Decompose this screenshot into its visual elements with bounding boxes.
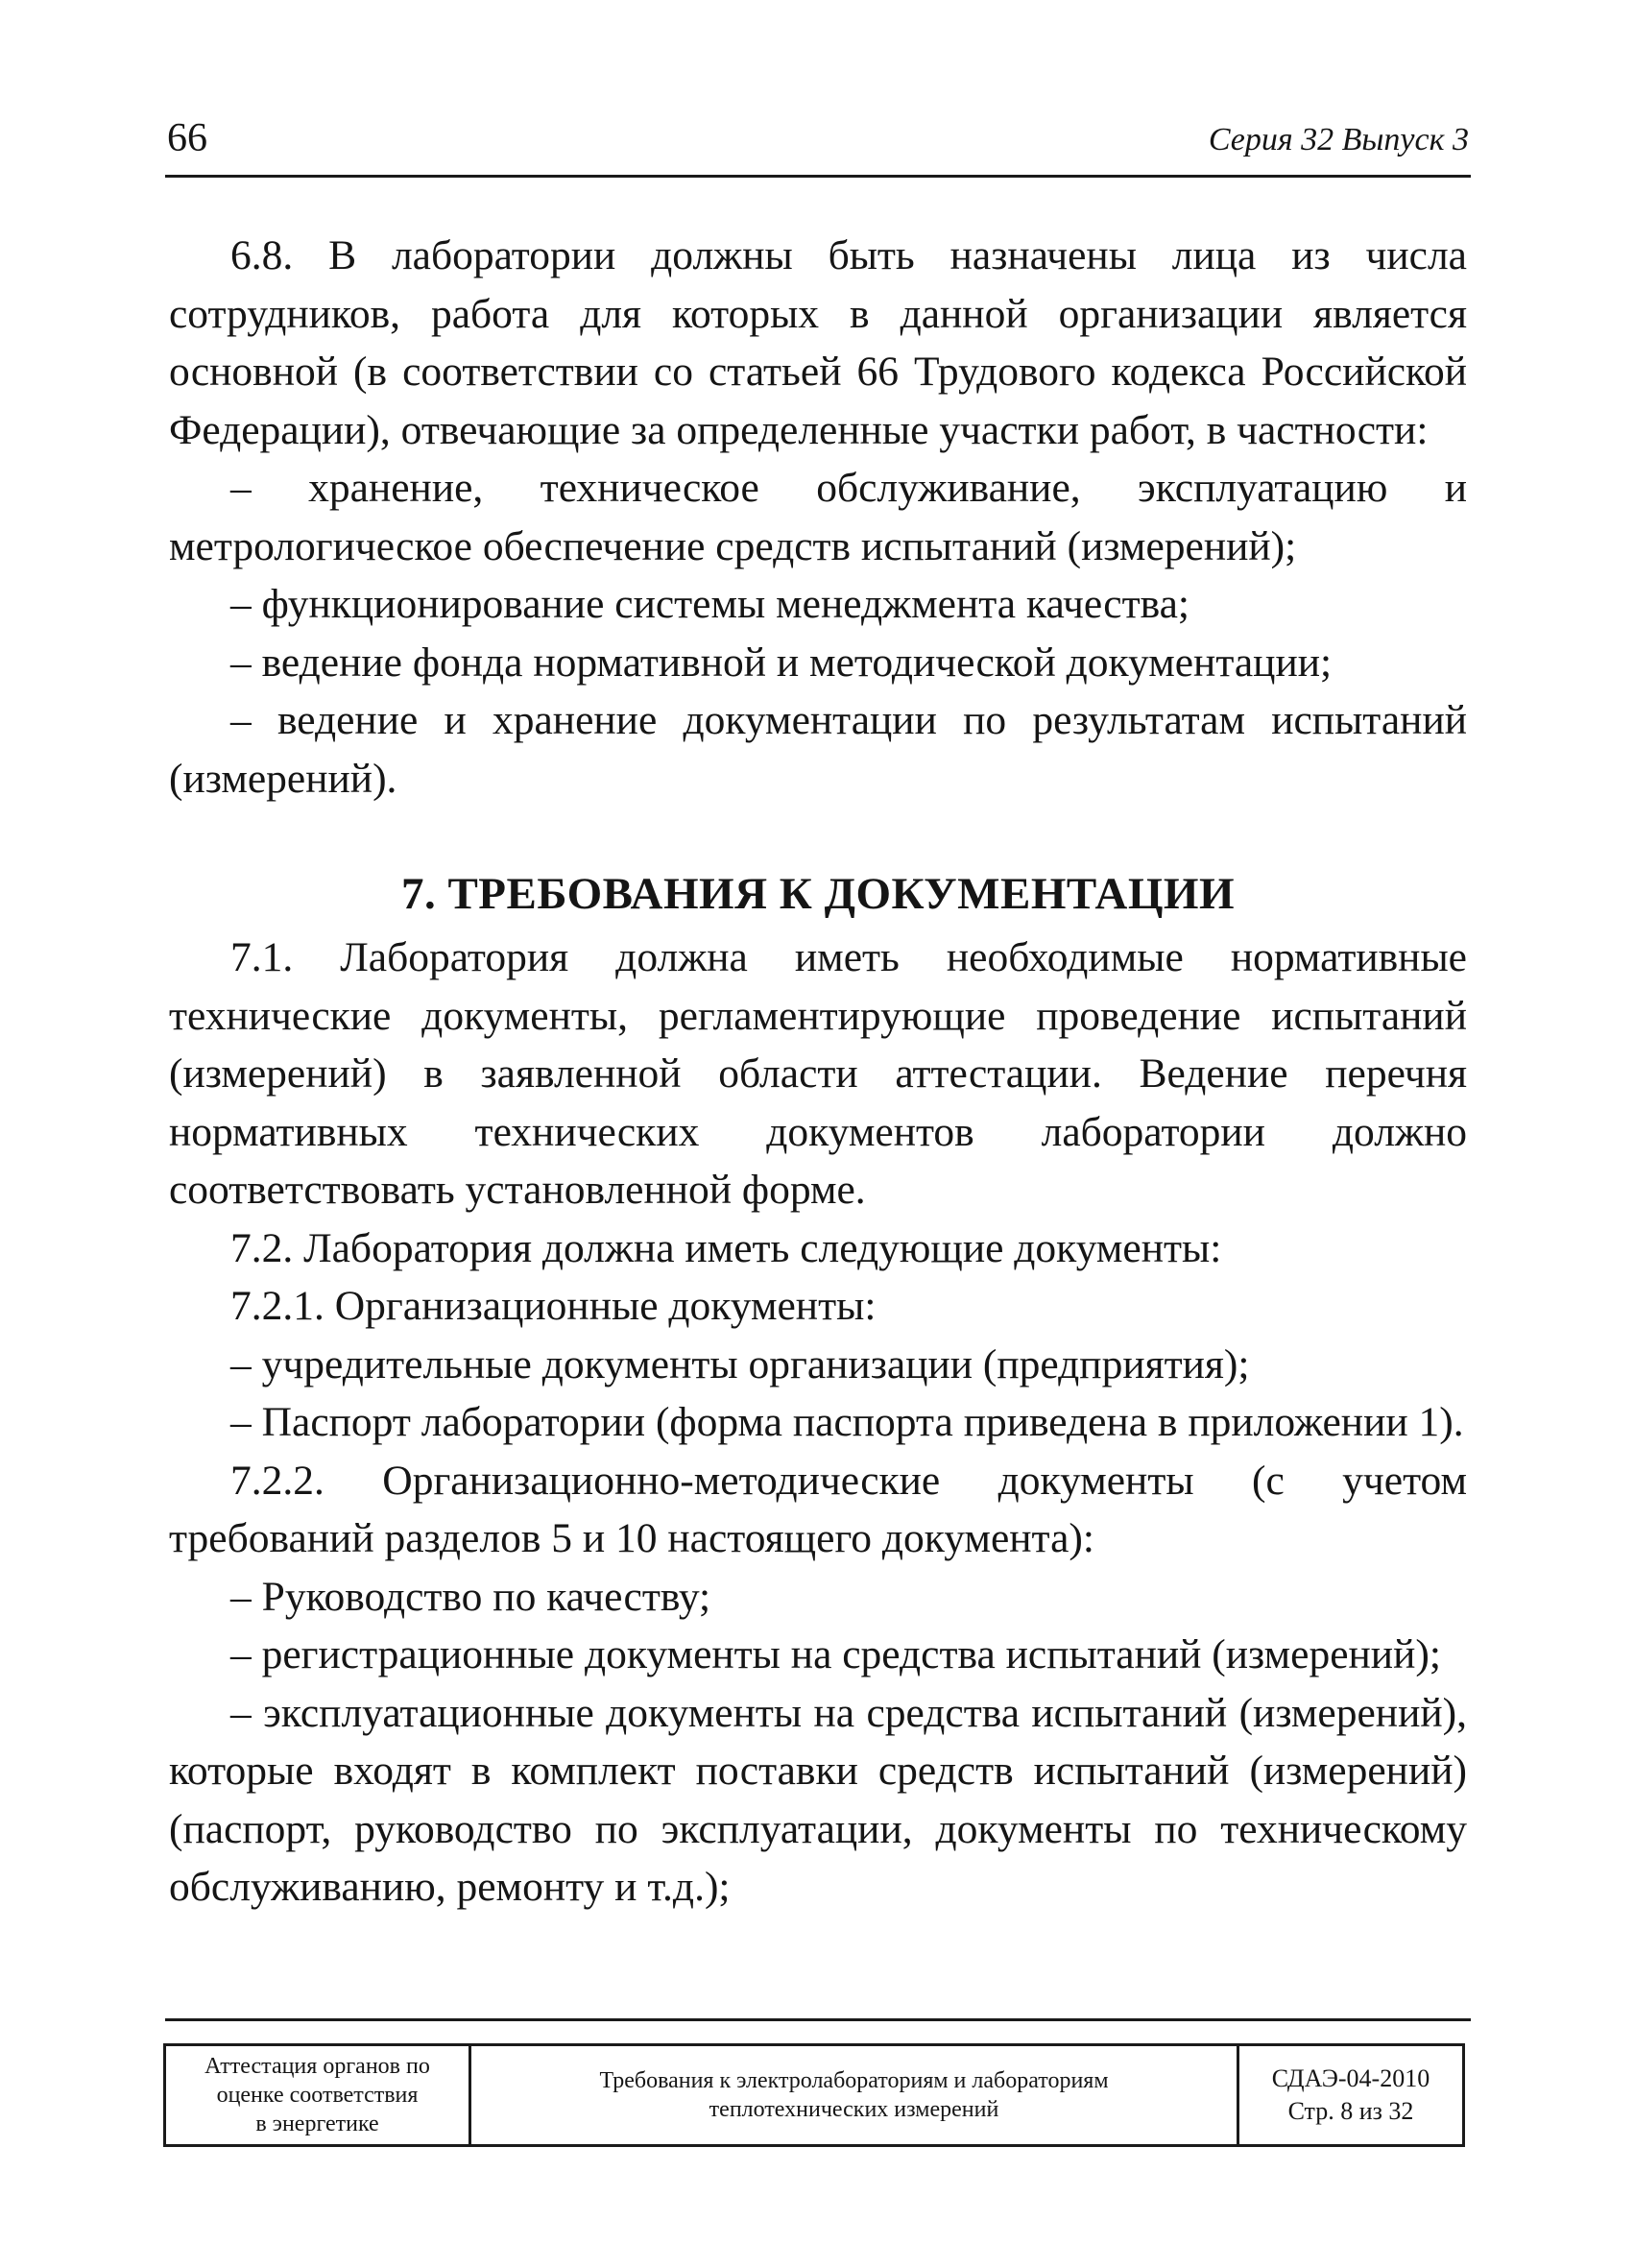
list-item: – учредительные документы организации (предприятия); — [230, 1340, 1250, 1387]
footer-stamp-table — [163, 2043, 1465, 2147]
list-item: – хранение, техническое обслуживание, эксплуатацию и метрологическое обеспечение средств испытаний (измерений); — [169, 465, 1467, 569]
paragraph-7-1: 7.1. Лаборатория должна иметь необходимые нормативные технические документы, регламентирующие проведение испытаний (измерений) в заявленной области аттестации. Ведение перечня нормативных технических документов лаборатории должно соответствовать установленной форме. — [169, 934, 1467, 1213]
page-reference: Стр. 8 из 32 — [1287, 2097, 1414, 2125]
footer-title-cell — [471, 2046, 1239, 2144]
page-number: 66 — [167, 116, 207, 160]
footer-title-line: Требования к электролабораториям и лабораториям — [599, 2068, 1109, 2093]
footer-org-cell — [166, 2046, 471, 2144]
document-code: СДАЭ-04-2010 — [1271, 2064, 1430, 2092]
paragraph-6-8: 6.8. В лаборатории должны быть назначены лица из числа сотрудников, работа для которых в данной организации является основной (в соответствии со статьей 66 Трудового кодекса Российской Федерации), отвечающие за определенные участки работ, в частности: — [169, 232, 1467, 453]
footer-org-line: оценке соответствия — [216, 2083, 419, 2108]
footer-org-line: в энергетике — [255, 2111, 379, 2136]
list-item: – функционирование системы менеджмента качества; — [230, 581, 1189, 627]
footer-divider — [165, 2018, 1471, 2021]
paragraph-7-2: 7.2. Лаборатория должна иметь следующие документы: — [230, 1224, 1222, 1271]
footer-code-cell — [1239, 2046, 1462, 2144]
section-title: 7. ТРЕБОВАНИЯ К ДОКУМЕНТАЦИИ — [400, 869, 1236, 919]
footer-title-line: теплотехнических измерений — [709, 2097, 999, 2122]
paragraph-7-2-2: 7.2.2. Организационно-методические документы (с учетом требований разделов 5 и 10 настоящего документа): — [169, 1457, 1467, 1561]
list-item: – ведение фонда нормативной и методической документации; — [230, 639, 1333, 686]
paragraph-7-2-1: 7.2.1. Организационные документы: — [230, 1283, 877, 1329]
list-item: – эксплуатационные документы на средства испытаний (измерений), которые входят в комплект поставки средств испытаний (измерений) (паспорт, руководство по эксплуатации, документы по техническому обслуживанию, ремонту и т.д.); — [169, 1689, 1467, 1910]
page-header — [165, 113, 1471, 178]
list-item: – Паспорт лаборатории (форма паспорта приведена в приложении 1). — [230, 1399, 1464, 1445]
document-body — [169, 227, 1467, 1917]
list-item: – ведение и хранение документации по результатам испытаний (измерений). — [169, 697, 1467, 802]
series-label: Серия 32 Выпуск 3 — [1208, 122, 1469, 157]
footer-org-line: Аттестация органов по — [204, 2054, 430, 2079]
list-item: – регистрационные документы на средства испытаний (измерений); — [230, 1631, 1441, 1677]
list-item: – Руководство по качеству; — [230, 1573, 711, 1620]
